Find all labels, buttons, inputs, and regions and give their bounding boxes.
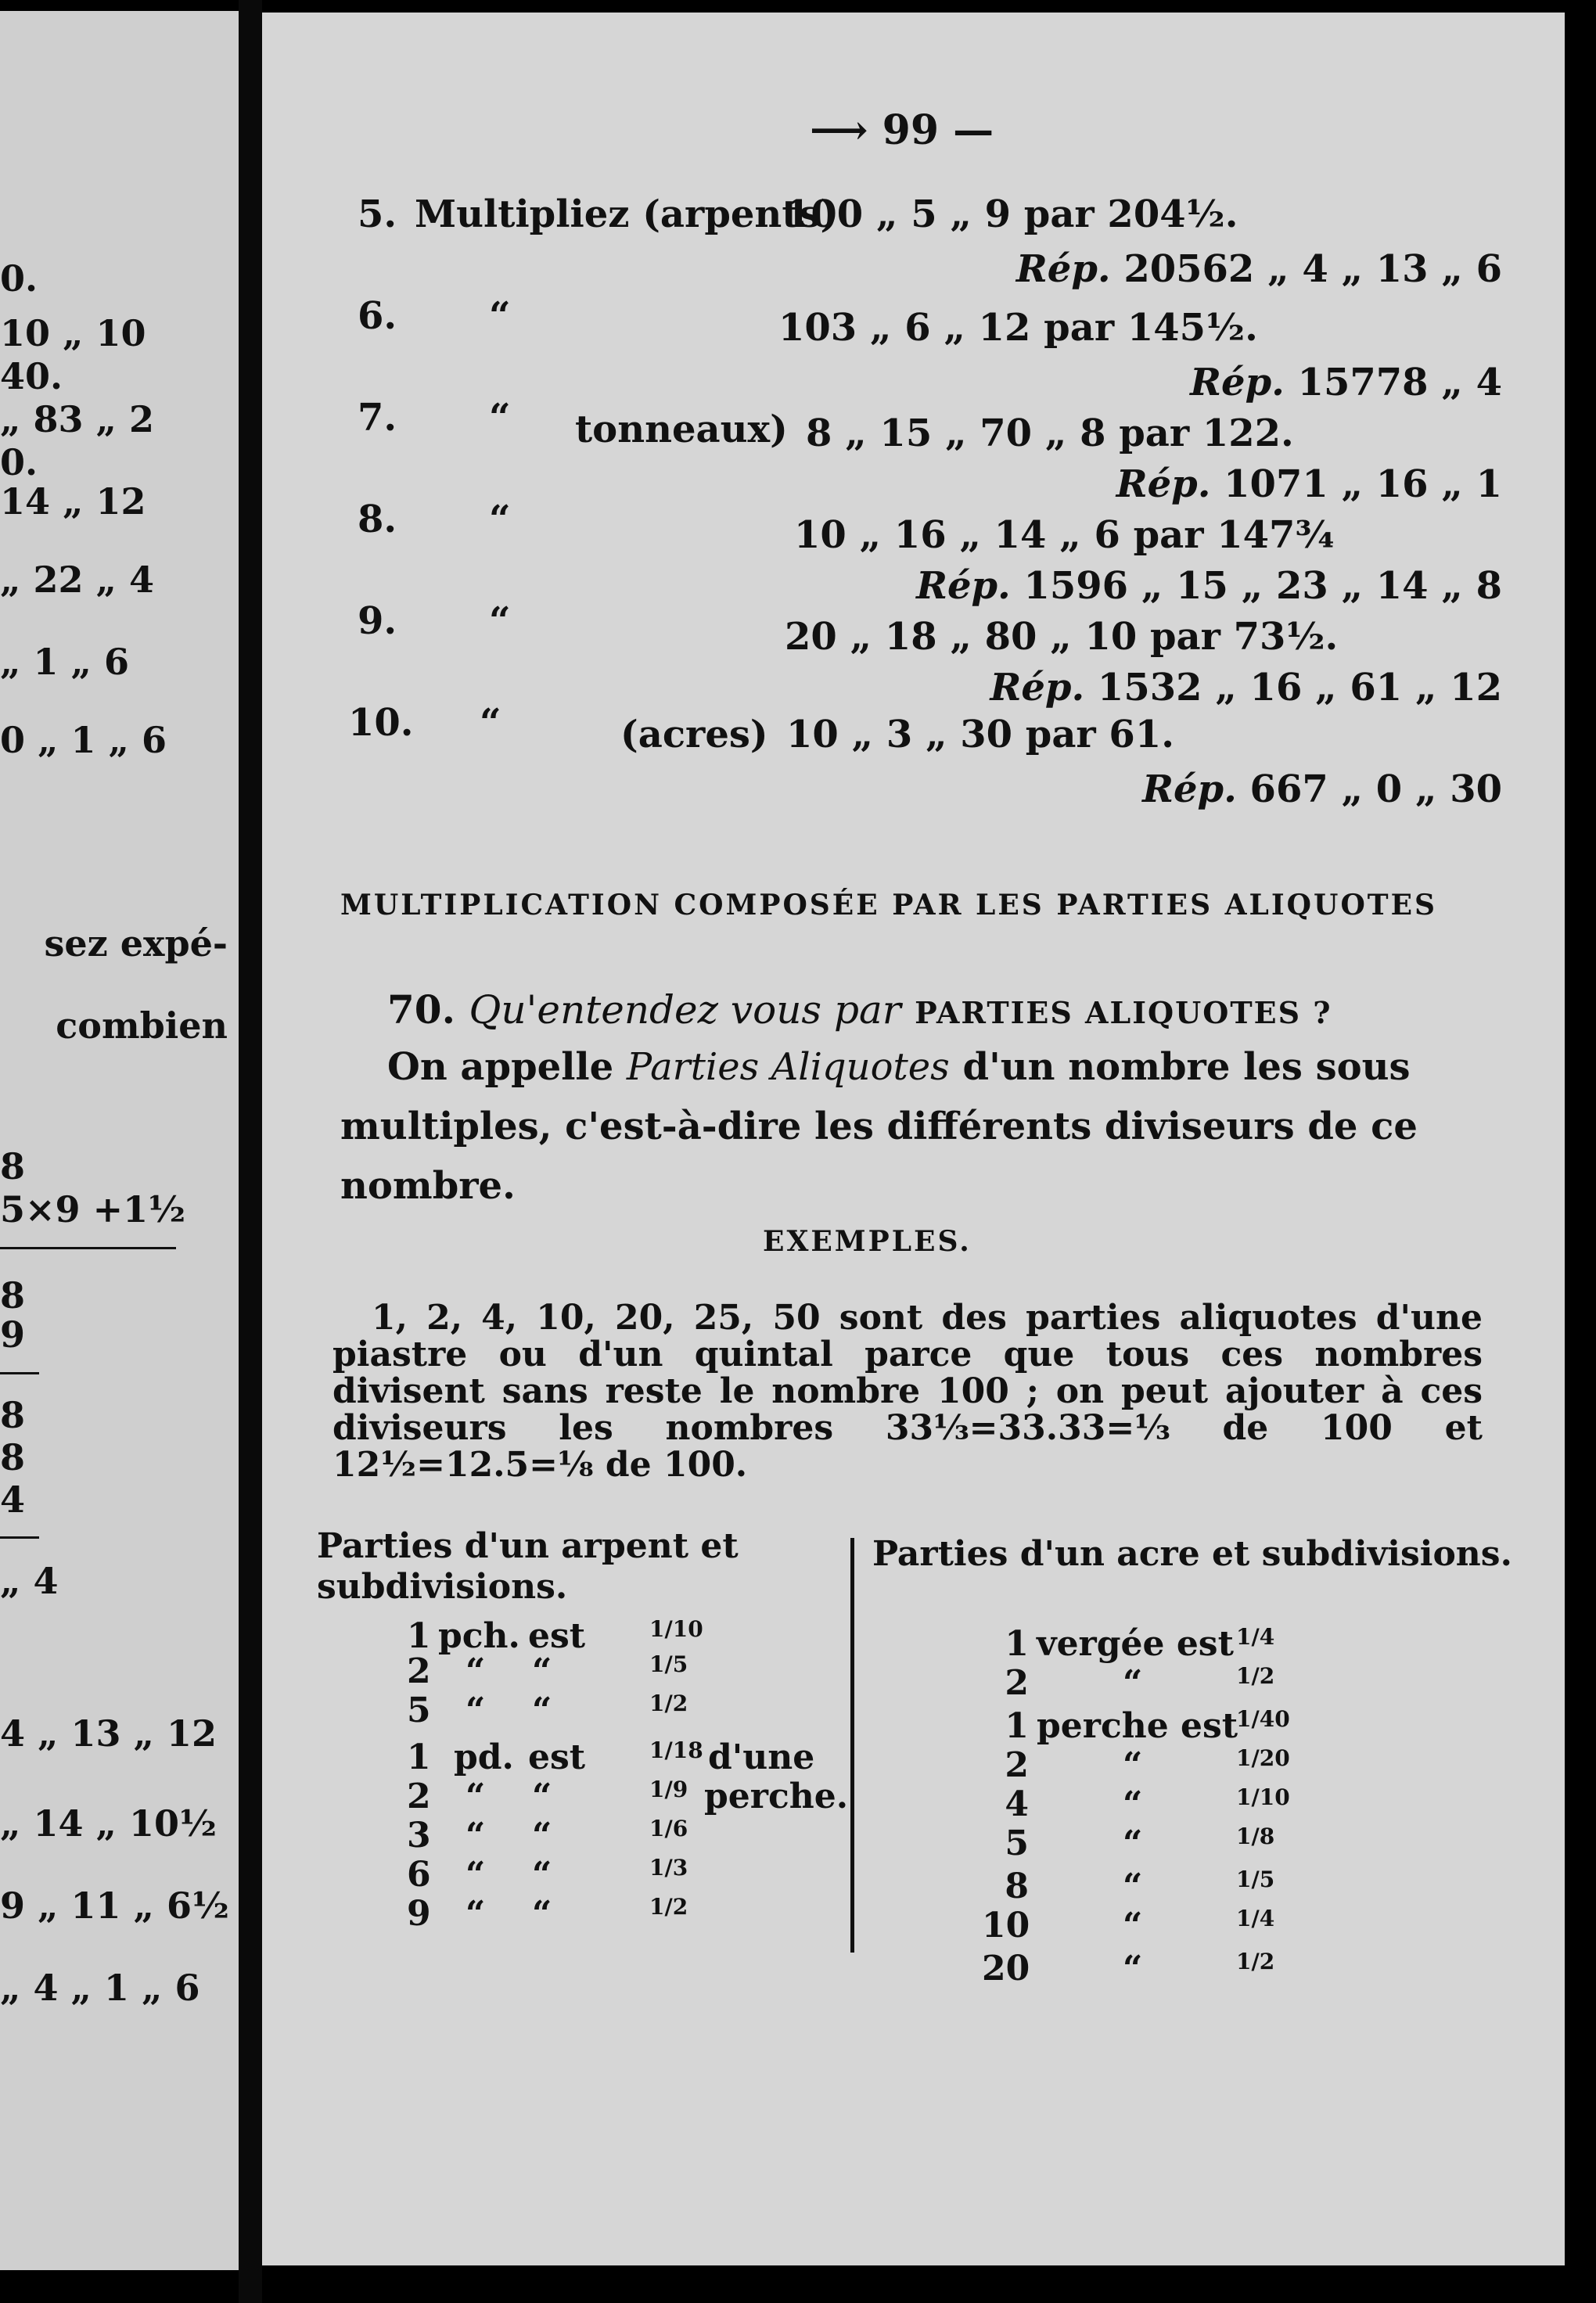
exercise-values: 10 „ 16 „ 14 „ 6 par 147¾ xyxy=(794,513,1335,557)
acre-row-text: “ xyxy=(1123,1745,1143,1785)
arpent-row-n: 5 xyxy=(407,1690,431,1730)
left-line: „ 83 „ 2 xyxy=(0,398,154,440)
acre-row-frac: 1/20 xyxy=(1236,1745,1290,1771)
left-line: 8 xyxy=(0,1274,26,1317)
arpent-row-n: 2 xyxy=(407,1777,431,1816)
left-line: 8 xyxy=(0,1436,26,1478)
acre-row-n: 10 xyxy=(982,1906,1030,1946)
exercise-number: 7. xyxy=(358,396,397,440)
left-line: 0. xyxy=(0,441,38,483)
left-line: 40. xyxy=(0,355,63,397)
exercise-label: Multipliez (arpents) xyxy=(415,192,839,236)
acre-row-text: “ xyxy=(1123,1784,1143,1824)
examples-text: 1, 2, 4, 10, 20, 25, 50 sont des parties aliquotes d'une piastre ou d'un quintal parce que tous ces nombres divisent sans reste le nombre 100 ; on peut ajouter à ces diviseurs les nombres 33⅓=33.33=⅓ de 100 et 12½=12.5=⅛ de 100. xyxy=(332,1298,1483,1485)
arpent-row-n: 9 xyxy=(407,1894,431,1934)
acre-row-n: 1 xyxy=(1005,1706,1029,1746)
exercise-number: 9. xyxy=(358,599,397,643)
exercise-number: 6. xyxy=(358,294,397,338)
arpent-row-verb: est xyxy=(528,1616,586,1656)
arpent-row-n: 1 xyxy=(407,1737,431,1777)
acre-row-frac: 1/2 xyxy=(1236,1663,1275,1689)
left-line: 14 „ 12 xyxy=(0,480,146,523)
acre-row-frac: 1/40 xyxy=(1236,1706,1290,1732)
arpent-row-unit: “ xyxy=(466,1651,486,1691)
arpent-row-n: 6 xyxy=(407,1855,431,1895)
arpent-row-verb: “ xyxy=(532,1777,552,1816)
arpent-row-frac: 1/5 xyxy=(649,1651,688,1677)
arpent-row-frac: 1/2 xyxy=(649,1690,688,1716)
acre-row-n: 2 xyxy=(1005,1663,1029,1703)
acre-row-n: 5 xyxy=(1005,1823,1029,1863)
left-line: 0 „ 1 „ 6 xyxy=(0,719,167,761)
right-page xyxy=(262,13,1565,2265)
left-line: sez expé- xyxy=(44,922,228,965)
arpent-row-frac: 1/2 xyxy=(649,1894,688,1920)
left-line: 0. xyxy=(0,257,38,300)
exercise-answer: Rép. 667 „ 0 „ 30 xyxy=(1142,767,1502,811)
exercise-answer: Rép. 1071 „ 16 „ 1 xyxy=(1116,462,1502,506)
acre-title: Parties d'un acre et subdivisions. xyxy=(872,1534,1512,1574)
acre-row-frac: 1/5 xyxy=(1236,1866,1275,1892)
acre-row-n: 20 xyxy=(982,1949,1030,1989)
column-divider xyxy=(850,1538,854,1953)
exercise-answer: Rép. 1532 „ 16 „ 61 „ 12 xyxy=(990,666,1502,710)
exercise-label: “ xyxy=(489,599,511,643)
gutter xyxy=(239,0,262,2303)
left-line: 5×9 +1½ xyxy=(0,1188,186,1231)
acre-row-text: perche est xyxy=(1037,1706,1238,1746)
exercise-label: “ xyxy=(489,396,511,440)
arpent-row-unit: “ xyxy=(466,1894,486,1934)
left-line: „ 4 „ 1 „ 6 xyxy=(0,1967,200,2009)
left-line: „ 1 „ 6 xyxy=(0,641,129,683)
acre-row-text: “ xyxy=(1123,1823,1143,1863)
acre-row-text: “ xyxy=(1123,1663,1143,1703)
answer-paragraph: On appelle Parties Aliquotes d'un nombre les sous multiples, c'est-à-dire les différents diviseurs de ce nombre. xyxy=(340,1045,1418,1208)
page-number: ⟶ 99 — xyxy=(810,106,994,154)
left-line: 8 xyxy=(0,1394,26,1436)
arpent-note: d'une xyxy=(708,1737,815,1777)
left-line: 9 xyxy=(0,1313,26,1356)
arpent-row-frac: 1/9 xyxy=(649,1777,688,1802)
acre-row-n: 4 xyxy=(1005,1784,1029,1824)
left-line: 8 xyxy=(0,1145,26,1187)
acre-row-frac: 1/10 xyxy=(1236,1784,1290,1810)
exercise-values: 10 „ 3 „ 30 par 61. xyxy=(786,713,1174,756)
arpent-row-unit: “ xyxy=(466,1777,486,1816)
left-line: 4 xyxy=(0,1478,26,1521)
arpent-row-n: 1 xyxy=(407,1616,431,1656)
left-line: 9 „ 11 „ 6½ xyxy=(0,1884,229,1927)
arpent-row-verb: “ xyxy=(532,1855,552,1895)
arpent-row-n: 2 xyxy=(407,1651,431,1691)
arpent-row-frac: 1/3 xyxy=(649,1855,688,1881)
arpent-row-unit: “ xyxy=(466,1816,486,1856)
exercise-answer: Rép. 1596 „ 15 „ 23 „ 14 „ 8 xyxy=(916,564,1502,608)
exercise-label: “ xyxy=(489,294,511,338)
arpent-row-frac: 1/18 xyxy=(649,1737,703,1763)
acre-row-text: “ xyxy=(1123,1906,1143,1946)
exercise-label: “ xyxy=(489,498,511,541)
acre-row-n: 1 xyxy=(1005,1624,1029,1664)
arpent-row-frac: 1/6 xyxy=(649,1816,688,1841)
arpent-row-unit: pd. xyxy=(454,1737,514,1777)
acre-row-text: “ xyxy=(1123,1866,1143,1906)
arpent-row-verb: “ xyxy=(532,1690,552,1730)
exercise-number: 10. xyxy=(348,701,414,745)
exercise-values: 8 „ 15 „ 70 „ 8 par 122. xyxy=(806,411,1294,455)
exercise-number: 8. xyxy=(358,498,397,541)
acre-row-frac: 1/4 xyxy=(1236,1906,1275,1931)
left-line: „ 4 xyxy=(0,1560,59,1602)
arpent-row-verb: est xyxy=(528,1737,586,1777)
arpent-row-n: 3 xyxy=(407,1816,431,1856)
rule xyxy=(0,1536,39,1539)
arpent-row-unit: “ xyxy=(466,1690,486,1730)
left-line: 4 „ 13 „ 12 xyxy=(0,1712,217,1755)
exercise-label: “ xyxy=(480,701,501,745)
acre-row-frac: 1/2 xyxy=(1236,1949,1275,1974)
examples-heading: EXEMPLES. xyxy=(763,1225,972,1258)
exercise-label: (acres) xyxy=(620,713,768,756)
exercise-answer: Rép. 20562 „ 4 „ 13 „ 6 xyxy=(1015,247,1502,291)
acre-row-n: 2 xyxy=(1005,1745,1029,1785)
arpent-note: perche. xyxy=(704,1777,849,1816)
exercise-answer: Rép. 15778 „ 4 xyxy=(1190,361,1502,404)
acre-row-n: 8 xyxy=(1005,1866,1029,1906)
exercise-values: 103 „ 6 „ 12 par 145½. xyxy=(778,306,1258,350)
exercise-values: 20 „ 18 „ 80 „ 10 par 73½. xyxy=(785,615,1339,659)
exercise-number: 5. xyxy=(358,192,397,236)
rule xyxy=(0,1372,39,1374)
left-page-fragment xyxy=(0,11,239,2270)
arpent-row-verb: “ xyxy=(532,1651,552,1691)
exercise-values: 100 „ 5 „ 9 par 204½. xyxy=(785,192,1238,236)
left-line: „ 14 „ 10½ xyxy=(0,1802,217,1845)
arpent-title: Parties d'un arpent et subdivisions. xyxy=(317,1526,739,1607)
acre-row-text: vergée est xyxy=(1037,1624,1234,1664)
arpent-row-verb: “ xyxy=(532,1894,552,1934)
left-line: „ 22 „ 4 xyxy=(0,559,154,601)
left-line: combien xyxy=(56,1004,228,1047)
acre-row-text: “ xyxy=(1123,1949,1143,1989)
rule xyxy=(0,1247,176,1249)
arpent-row-unit: “ xyxy=(466,1855,486,1895)
section-heading: MULTIPLICATION COMPOSÉE PAR LES PARTIES ALIQUOTES xyxy=(340,889,1438,922)
left-line: 10 „ 10 xyxy=(0,312,146,354)
acre-row-frac: 1/8 xyxy=(1236,1823,1275,1849)
arpent-row-frac: 1/10 xyxy=(649,1616,703,1642)
arpent-row-unit: pch. xyxy=(438,1616,520,1656)
question: 70. Qu'entendez vous par PARTIES ALIQUOTES ? xyxy=(387,986,1332,1033)
exercise-label: tonneaux) xyxy=(575,408,788,451)
arpent-row-verb: “ xyxy=(532,1816,552,1856)
acre-row-frac: 1/4 xyxy=(1236,1624,1275,1650)
